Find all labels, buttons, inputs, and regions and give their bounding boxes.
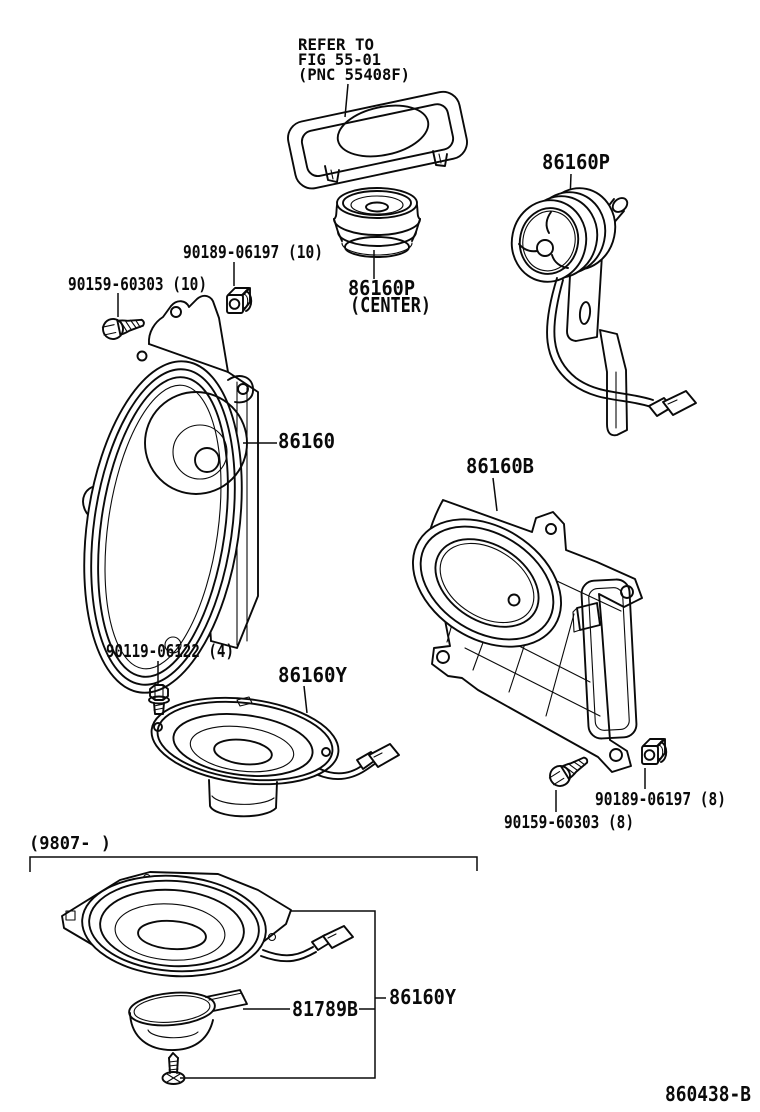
refer-note-line3[interactable]: (PNC 55408F) [298, 65, 410, 84]
part-label-clip-8[interactable]: 90189-06197 (8) [595, 789, 726, 810]
late-section-drawing [30, 857, 477, 1084]
part-label-center-sub[interactable]: (CENTER) [350, 293, 431, 317]
refer-note-line1[interactable]: REFER TO [298, 35, 374, 54]
bracket-panel-drawing [389, 478, 642, 772]
part-label-clip-10[interactable]: 90189-06197 (10) [183, 242, 323, 263]
part-label-86160[interactable]: 86160 [278, 429, 335, 453]
clip-nut-bottom-drawing [642, 739, 666, 789]
part-label-86160b[interactable]: 86160B [466, 454, 534, 478]
part-label-86160y-late[interactable]: 86160Y [389, 985, 456, 1009]
refer-note-line2[interactable]: FIG 55-01 [298, 50, 381, 69]
gasket-cup-drawing [128, 989, 247, 1050]
part-label-81789b[interactable]: 81789B [292, 997, 358, 1021]
clip-nut-top-drawing [227, 262, 251, 313]
part-label-screw-8[interactable]: 90159-60303 (8) [504, 812, 634, 833]
center-speaker-drawing [334, 188, 420, 279]
part-label-86160p-center[interactable]: 86160P [348, 276, 415, 300]
oval-speaker-mid-drawing [147, 686, 399, 816]
screw-under-cup-drawing [163, 1053, 185, 1084]
figure-number: 860438-B [665, 1082, 751, 1106]
part-label-86160y-mid[interactable]: 86160Y [278, 663, 347, 687]
part-label-screw-10[interactable]: 90159-60303 (10) [68, 274, 207, 295]
part-label-86160p-tweeter[interactable]: 86160P [542, 150, 610, 174]
screw-top-drawing [101, 293, 146, 341]
grille-panel-drawing [285, 84, 470, 192]
part-label-bolt-4[interactable]: 90119-06122 (4) [106, 641, 234, 662]
screw-bottom-drawing [546, 751, 592, 812]
tweeter-drawing [504, 174, 696, 435]
section-note-9807: (9807- ) [29, 833, 111, 854]
